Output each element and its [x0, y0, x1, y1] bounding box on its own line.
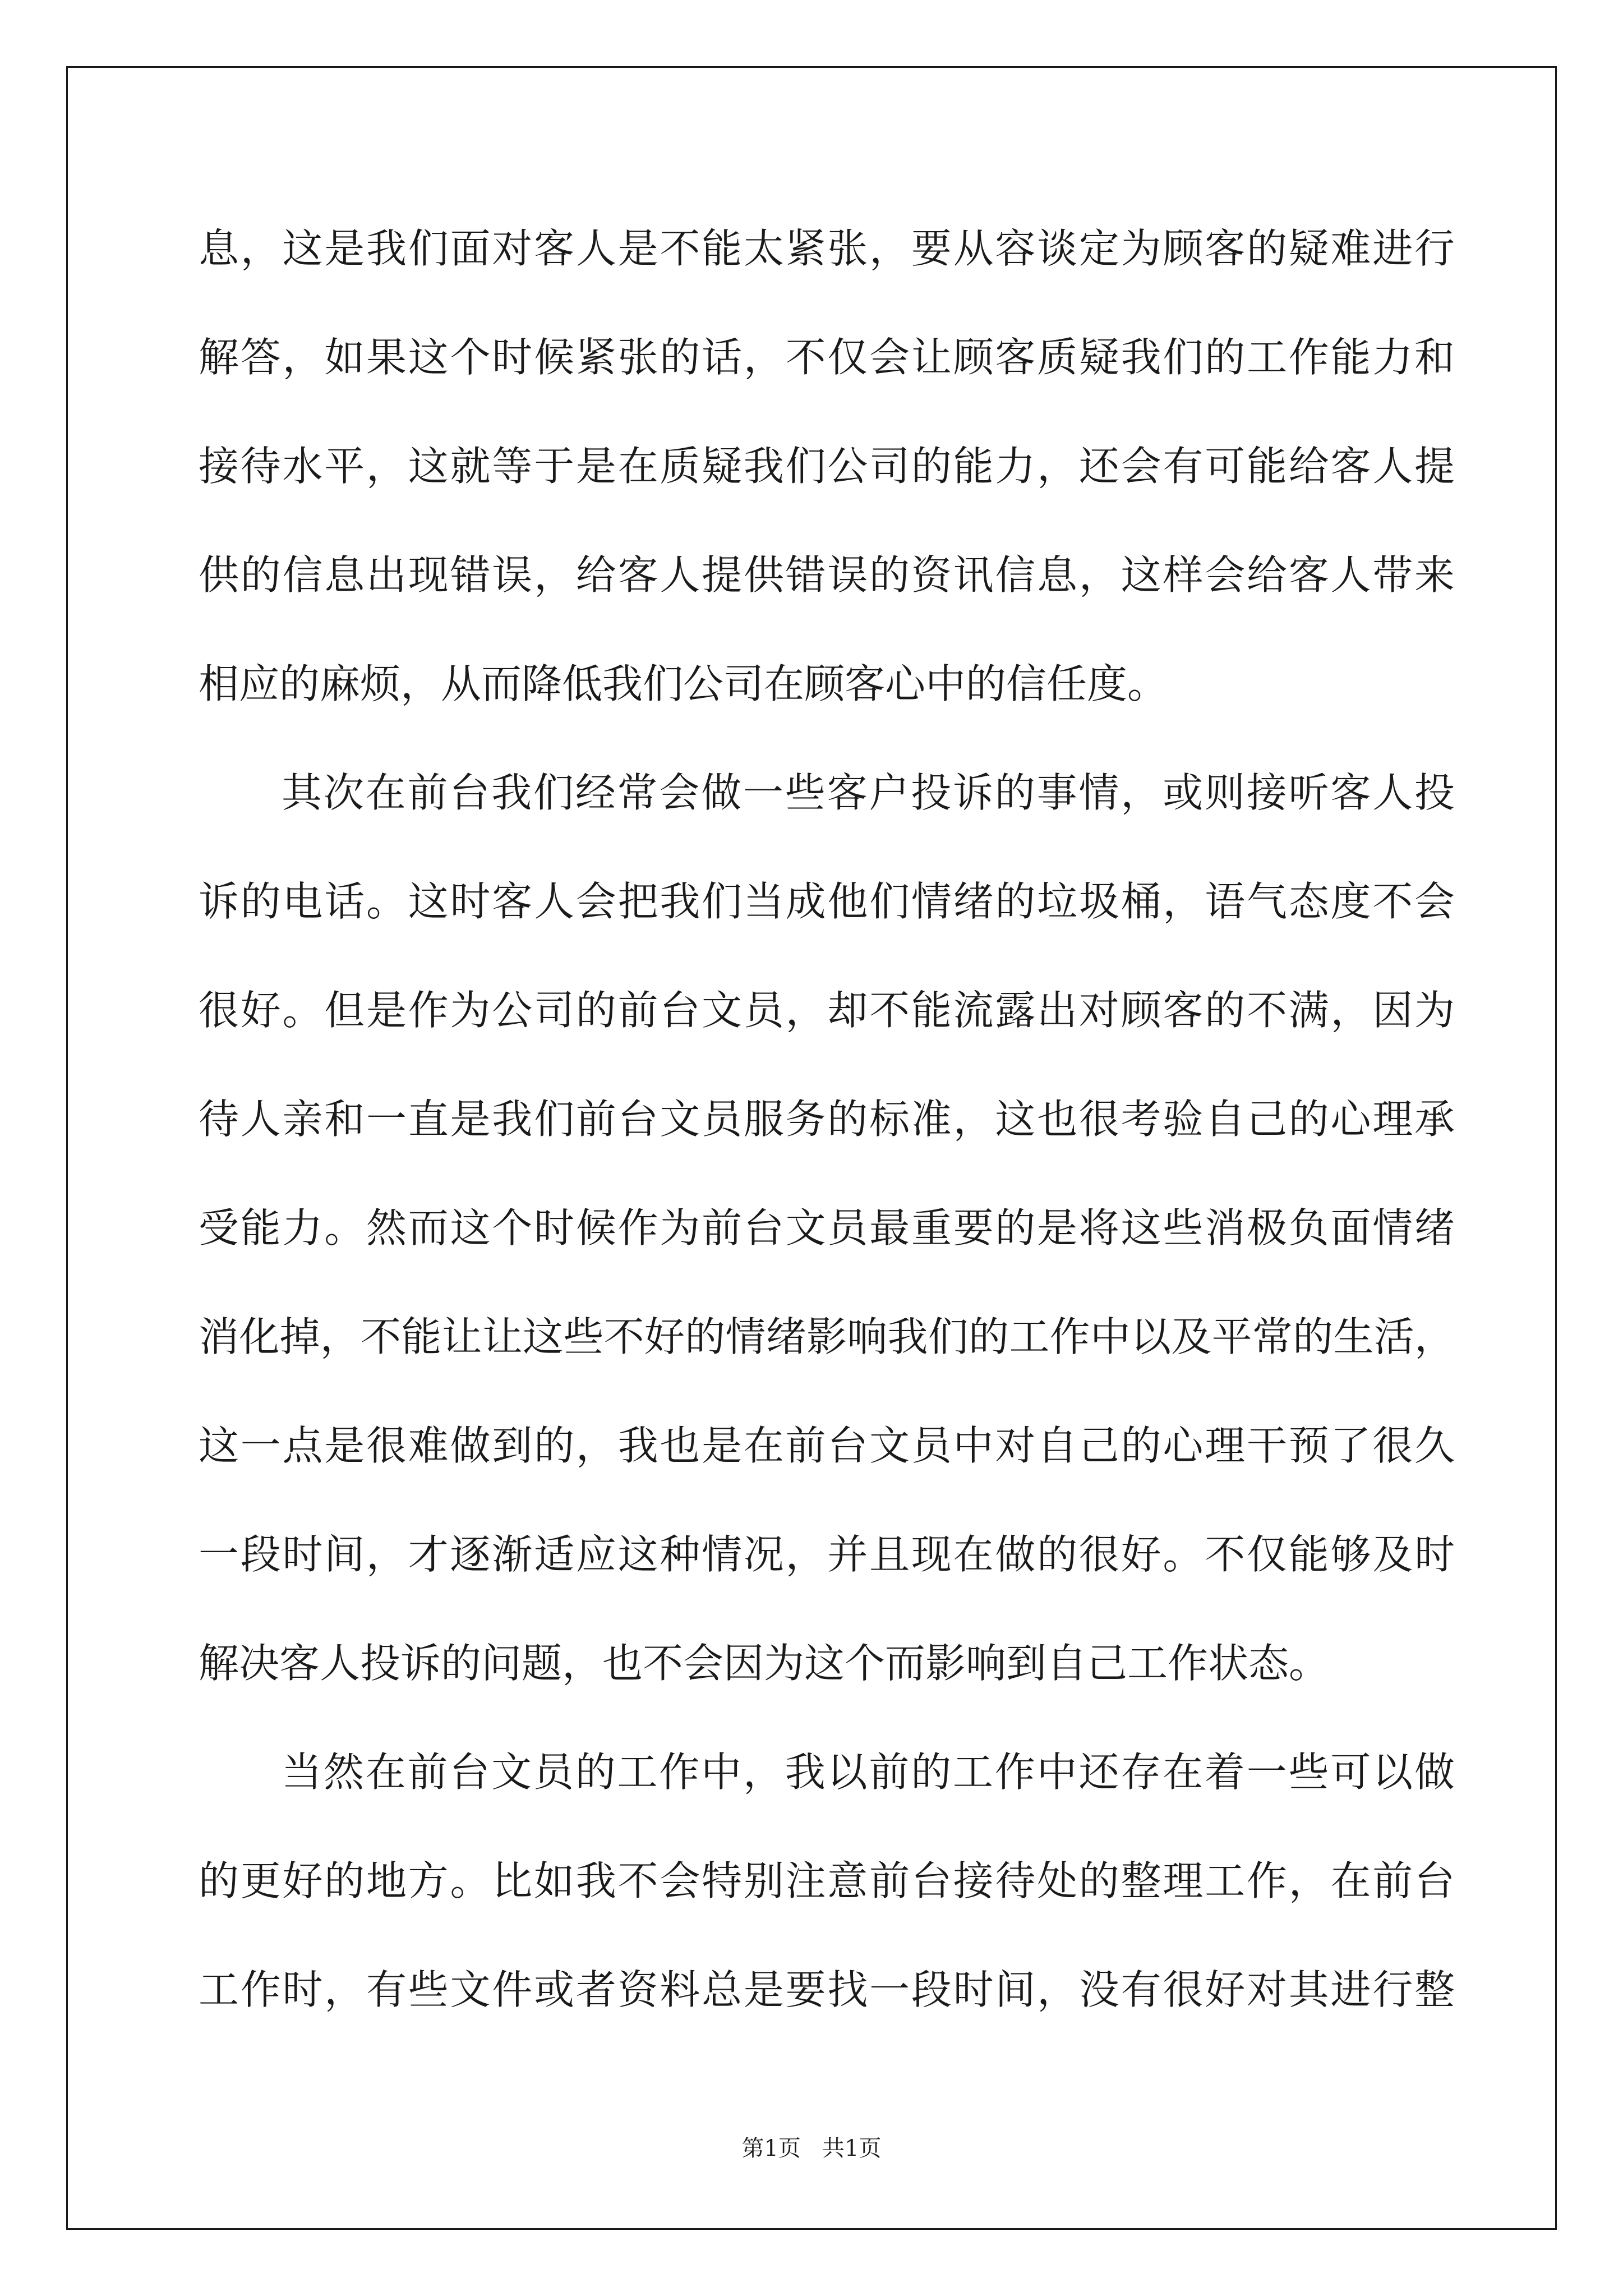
- text-line: 息，这是我们面对客人是不能太紧张，要从容谈定为顾客的疑难进行: [199, 225, 1455, 272]
- paragraph-first-line: 当然在前台文员的工作中，我以前的工作中还存在着一些可以做: [282, 1749, 1455, 1796]
- text-line: 很好。但是作为公司的前台文员，却不能流露出对顾客的不满，因为: [199, 987, 1455, 1034]
- text-line: 解决客人投诉的问题，也不会因为这个而影响到自己工作状态。: [199, 1640, 1330, 1687]
- text-line: 消化掉，不能让让这些不好的情绪影响我们的工作中以及平常的生活，: [199, 1313, 1455, 1360]
- text-line: 供的信息出现错误，给客人提供错误的资讯信息，这样会给客人带来: [199, 551, 1455, 599]
- page-number-footer: 第1页 共1页: [741, 2136, 882, 2161]
- text-line: 一段时间，才逐渐适应这种情况，并且现在做的很好。不仅能够及时: [199, 1531, 1455, 1578]
- text-line: 受能力。然而这个时候作为前台文员最重要的是将这些消极负面情绪: [199, 1204, 1455, 1251]
- paragraph-first-line: 其次在前台我们经常会做一些客户投诉的事情，或则接听客人投: [282, 769, 1455, 816]
- text-line: 工作时，有些文件或者资料总是要找一段时间，没有很好对其进行整: [199, 1966, 1455, 2013]
- text-line: 诉的电话。这时客人会把我们当成他们情绪的垃圾桶，语气态度不会: [199, 878, 1455, 925]
- text-line: 待人亲和一直是我们前台文员服务的标准，这也很考验自己的心理承: [199, 1096, 1455, 1143]
- text-line: 解答，如果这个时候紧张的话，不仅会让顾客质疑我们的工作能力和: [199, 334, 1455, 381]
- text-line: 这一点是很难做到的，我也是在前台文员中对自己的心理干预了很久: [199, 1422, 1455, 1469]
- text-line: 相应的麻烦，从而降低我们公司在顾客心中的信任度。: [199, 660, 1168, 707]
- text-line: 接待水平，这就等于是在质疑我们公司的能力，还会有可能给客人提: [199, 443, 1455, 490]
- text-line: 的更好的地方。比如我不会特别注意前台接待处的整理工作，在前台: [199, 1857, 1455, 1904]
